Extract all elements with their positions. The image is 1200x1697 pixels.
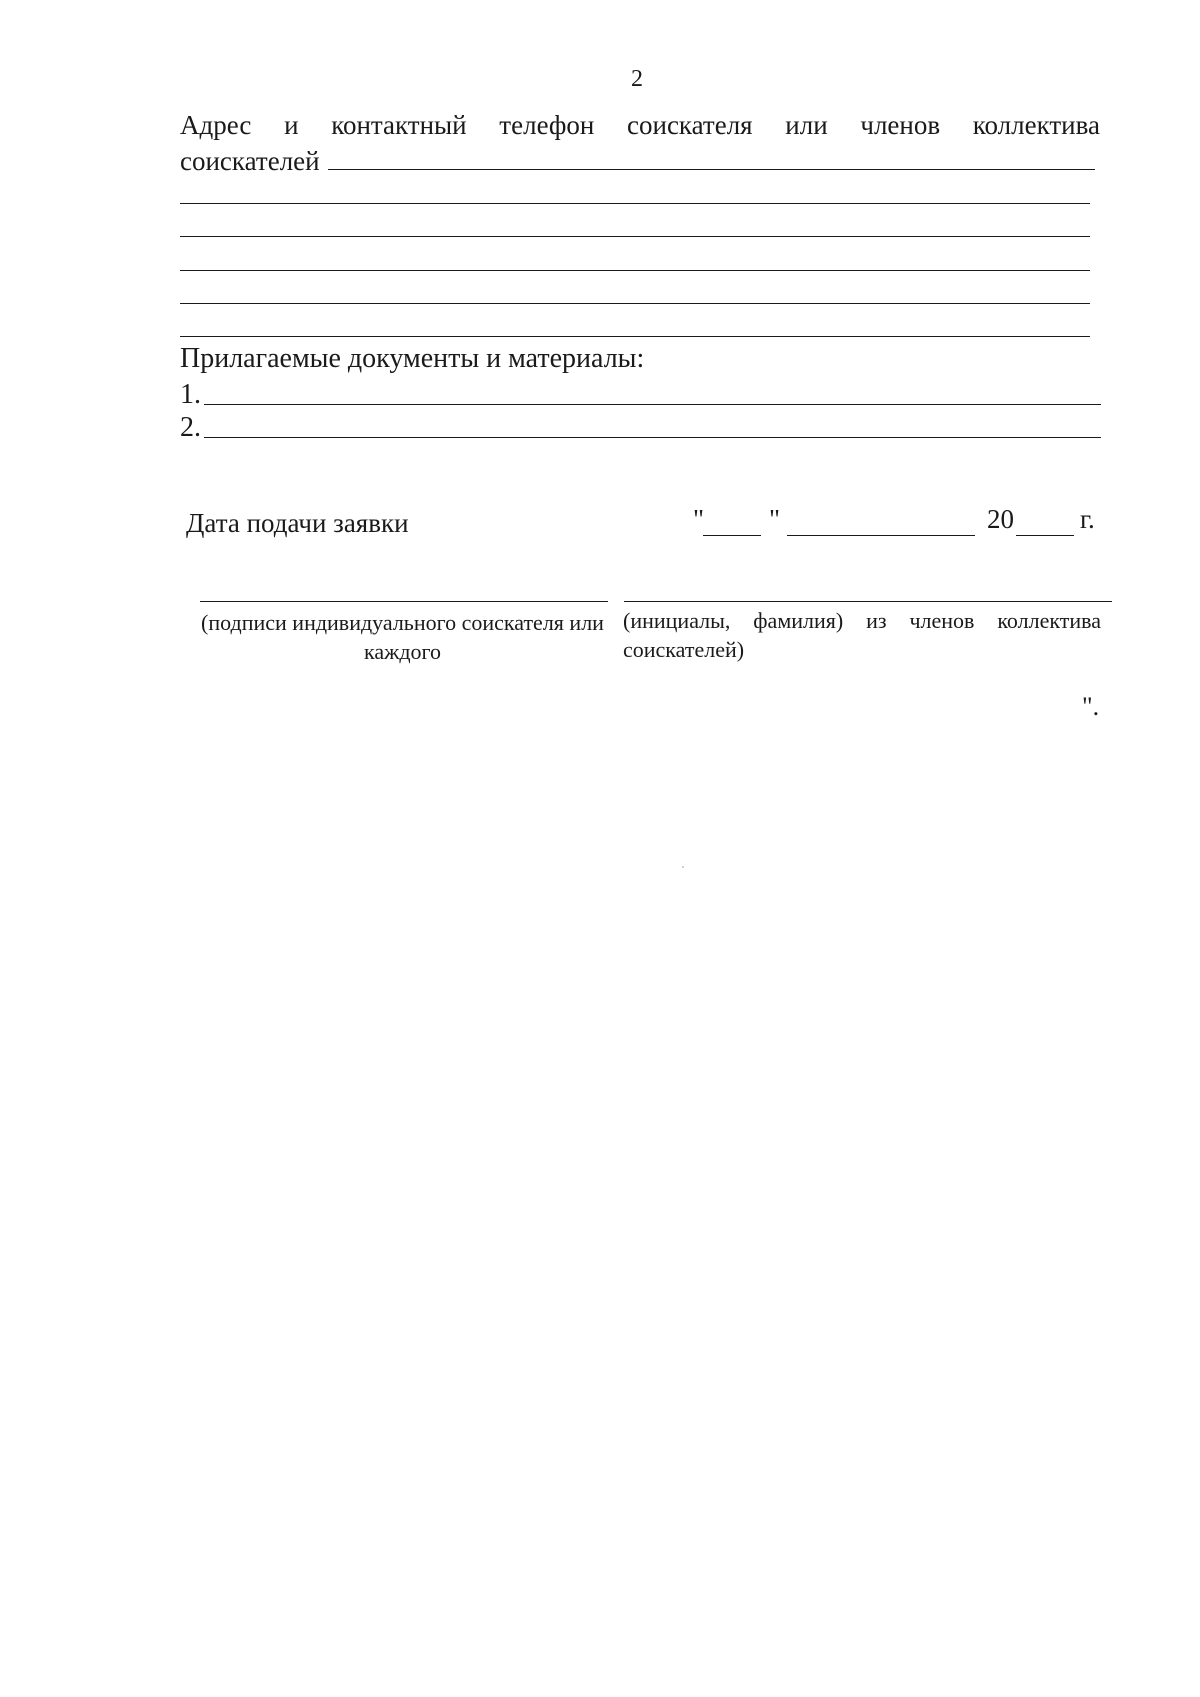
attachment-item-number: 1. xyxy=(180,379,201,410)
year-suffix: г. xyxy=(1080,504,1095,534)
signature-caption: (подписи индивидуального соискателя или каждого xyxy=(201,610,604,664)
address-heading: Адрес и контактный телефон соискателя или членов коллектива xyxy=(180,110,1100,140)
attachment-item-number: 2. xyxy=(180,412,201,443)
closing-quote: ". xyxy=(1082,692,1100,721)
year-prefix: 20 xyxy=(987,504,1014,534)
date-close-quote: " xyxy=(769,504,781,534)
day-fill-line[interactable] xyxy=(703,535,761,536)
address-fill-line[interactable] xyxy=(180,270,1090,271)
name-line[interactable] xyxy=(624,601,1112,602)
address-heading-continuation: соискателей xyxy=(180,146,320,176)
address-fill-line[interactable] xyxy=(328,169,1095,170)
submission-date-label: Дата подачи заявки xyxy=(186,508,409,538)
month-fill-line[interactable] xyxy=(787,535,975,536)
address-fill-line[interactable] xyxy=(180,303,1090,304)
name-caption: (инициалы, фамилия) из членов коллектива соискателей) xyxy=(623,608,1101,662)
scan-speck xyxy=(682,866,684,868)
address-fill-line[interactable] xyxy=(180,336,1090,337)
signature-line[interactable] xyxy=(200,601,608,602)
address-fill-line[interactable] xyxy=(180,236,1090,237)
address-fill-line[interactable] xyxy=(180,203,1090,204)
date-open-quote: " xyxy=(693,504,705,534)
page-number: 2 xyxy=(631,66,643,92)
attachment-fill-line[interactable] xyxy=(204,437,1101,438)
attachments-heading: Прилагаемые документы и материалы: xyxy=(180,343,645,374)
attachment-fill-line[interactable] xyxy=(204,404,1101,405)
year-fill-line[interactable] xyxy=(1016,535,1074,536)
